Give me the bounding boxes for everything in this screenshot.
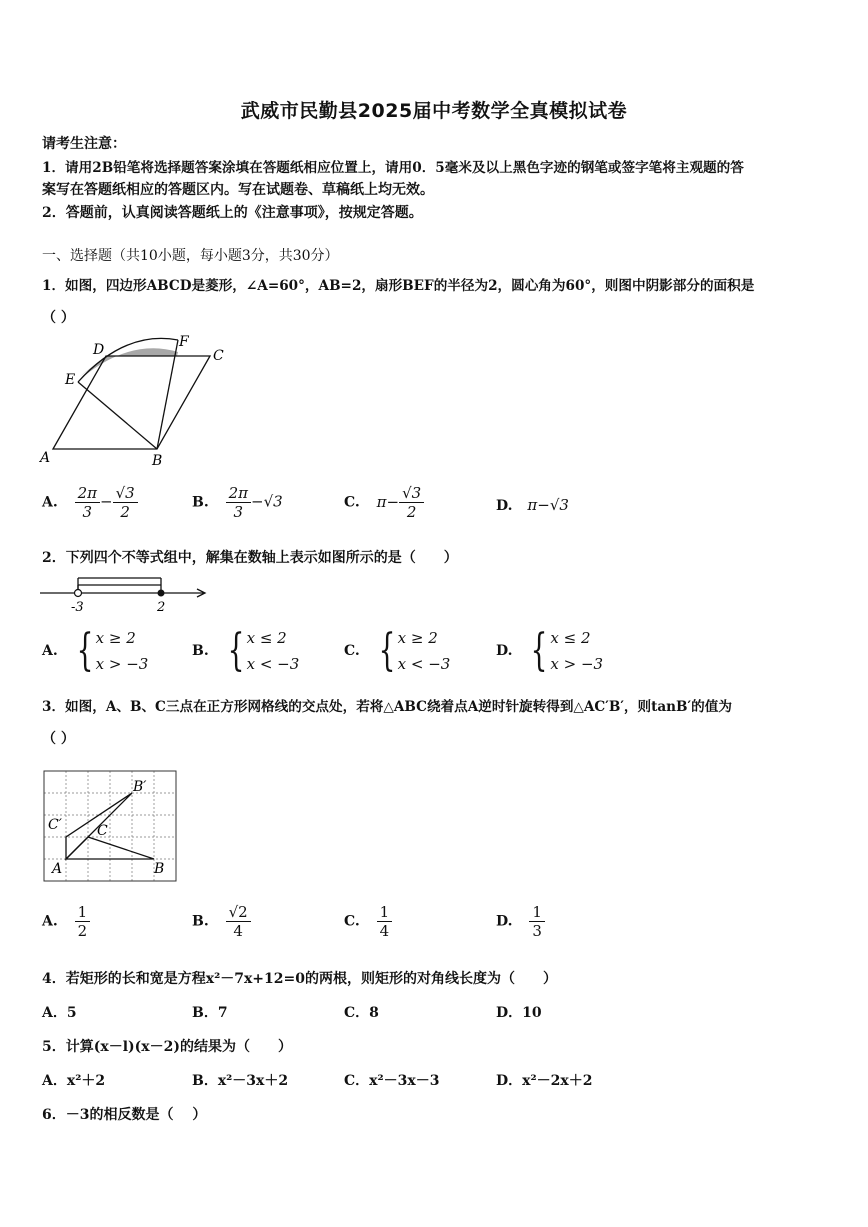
notice-line-1b: 案写在答题纸相应的答题区内。写在试题卷、草稿纸上均无效。 [42, 182, 434, 198]
option-letter: A. [42, 494, 58, 511]
option-letter: A. [42, 643, 58, 659]
option-letter: C. [344, 913, 360, 930]
q1-a-den2: 2 [120, 503, 130, 521]
q4-option-d[interactable]: D．10 [496, 1005, 542, 1021]
option-letter: D. [496, 498, 513, 514]
q2-option-a[interactable]: A. { x ≥ 2 x > −3 [42, 625, 149, 676]
page-title: 武威市民勤县2025届中考数学全真模拟试卷 [240, 100, 628, 122]
q2-a-row1: x ≥ 2 [95, 629, 136, 647]
option-letter: B. [192, 494, 209, 511]
q1-a-den: 3 [82, 503, 93, 521]
q1-label-f: F [179, 334, 189, 350]
q3-option-b[interactable] [192, 903, 251, 940]
q3-label-c-prime: C′ [48, 817, 62, 833]
q3-grid-figure [40, 766, 185, 888]
q2-c-row1: x ≥ 2 [397, 629, 438, 647]
q3-label-b-prime: B′ [133, 779, 147, 795]
q1-label-b: B [152, 453, 163, 469]
q4-option-a[interactable]: A．5 [42, 1005, 77, 1021]
q1-stem: 1．如图，四边形ABCD是菱形，∠A=60°，AB=2，扇形BEF的半径为2，圆心角为60°，则图中阴影部分的面积是 [42, 278, 755, 294]
q3-option-d[interactable] [496, 903, 545, 940]
q5-option-b[interactable]: B．x²－3x＋2 [192, 1073, 289, 1089]
q5-option-d[interactable]: D．x²－2x＋2 [496, 1073, 593, 1089]
q3-c-num: 1 [377, 903, 393, 922]
option-letter: A. [42, 913, 58, 930]
q3-a-den: 2 [77, 922, 88, 940]
q1-label-c: C [213, 348, 224, 364]
q1-label-e: E [65, 372, 76, 388]
option-letter: D. [496, 643, 513, 659]
q2-axis-label-neg3: -3 [71, 600, 84, 615]
q2-axis-label-2: 2 [157, 600, 166, 615]
q2-a-row2: x > −3 [95, 655, 149, 673]
q1-label-a: A [40, 450, 51, 466]
q6-stem: 6．－3的相反数是（ ） [42, 1107, 207, 1123]
q1-a-num2: √3 [113, 484, 138, 503]
q3-option-a[interactable] [42, 903, 90, 940]
q2-option-d[interactable]: D. { x ≤ 2 x > −3 [496, 625, 604, 676]
q1-a-num: 2π [75, 484, 100, 503]
option-letter: B. [192, 913, 209, 930]
q1-b-den: 3 [233, 503, 244, 521]
q3-label-c: C [97, 823, 108, 839]
option-letter: C. [344, 494, 360, 511]
q2-d-row2: x > −3 [550, 655, 604, 673]
q1-option-d[interactable] [496, 496, 569, 514]
option-letter: C. [344, 643, 360, 659]
q2-b-row1: x ≤ 2 [246, 629, 287, 647]
q2-stem: 2．下列四个不等式组中，解集在数轴上表示如图所示的是（ ） [42, 550, 458, 566]
q3-paren: （ ） [42, 731, 75, 747]
q1-label-d: D [93, 342, 105, 358]
q1-paren: （ ） [42, 310, 75, 326]
q3-stem: 3．如图，A、B、C三点在正方形网格线的交点处，若将△ABC绕着点A逆时针旋转得到△AC′B′，则tanB′的值为 [42, 699, 732, 715]
q1-c-den2: 2 [406, 503, 417, 521]
q3-option-c[interactable] [344, 903, 392, 940]
q4-stem: 4．若矩形的长和宽是方程x²－7x+12=0的两根，则矩形的对角线长度为（ ） [42, 971, 557, 987]
q2-option-b[interactable]: B. { x ≤ 2 x < −3 [192, 625, 300, 676]
q3-b-num: √2 [226, 903, 251, 922]
q3-a-num: 1 [75, 903, 91, 922]
notice-heading: 请考生注意： [42, 136, 126, 152]
q2-c-row2: x < −3 [397, 655, 451, 673]
q3-d-den: 3 [532, 922, 542, 940]
notice-line-1: 1．请用2B铅笔将选择题答案涂填在答题纸相应位置上，请用0．5毫米及以上黑色字迹的钢笔或签字笔将主观题的答 [42, 160, 744, 176]
q1-option-b[interactable] [192, 484, 283, 521]
q4-option-b[interactable]: B．7 [192, 1005, 228, 1021]
q1-c-head: π− [376, 492, 400, 511]
q1-d-expr: π−√3 [527, 496, 569, 514]
q1-a-minus: − [100, 492, 113, 511]
q1-b-tail: −√3 [251, 492, 283, 511]
q4-option-c[interactable]: C．8 [344, 1005, 379, 1021]
q3-c-den: 4 [379, 922, 390, 940]
q3-d-num: 1 [529, 903, 545, 922]
q1-b-num: 2π [226, 484, 251, 503]
notice-line-2: 2．答题前，认真阅读答题纸上的《注意事项》，按规定答题。 [42, 205, 423, 221]
section-heading: 一、选择题（共10小题，每小题3分，共30分） [42, 248, 339, 264]
q1-option-c[interactable] [344, 484, 424, 521]
q5-stem: 5．计算(x－l)(x－2)的结果为（ ） [42, 1039, 292, 1055]
q1-option-a[interactable] [42, 484, 138, 521]
q3-b-den: 4 [233, 922, 243, 940]
q5-option-c[interactable]: C．x²－3x－3 [344, 1073, 440, 1089]
q1-rhombus-figure [35, 332, 235, 472]
q2-option-c[interactable]: C. { x ≥ 2 x < −3 [344, 625, 451, 676]
q3-label-b: B [154, 861, 165, 877]
q5-option-a[interactable]: A．x²＋2 [42, 1073, 106, 1089]
option-letter: D. [496, 913, 513, 930]
q2-d-row1: x ≤ 2 [550, 629, 591, 647]
q2-b-row2: x < −3 [246, 655, 300, 673]
option-letter: B. [192, 643, 209, 659]
q1-c-num2: √3 [399, 484, 424, 503]
q3-label-a: A [52, 861, 63, 877]
q2-number-line [38, 570, 213, 615]
